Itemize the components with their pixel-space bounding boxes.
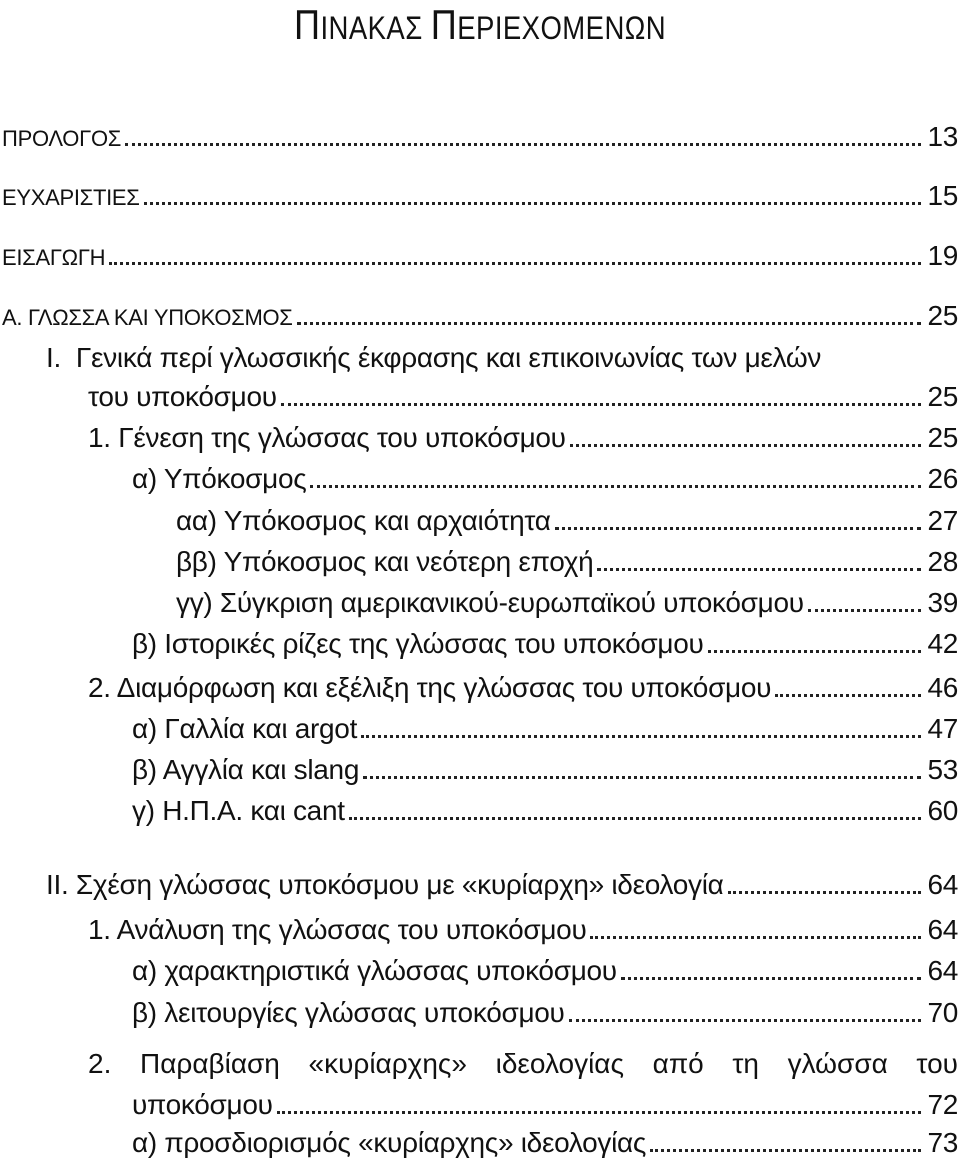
toc-word: Παραβίαση [139, 1048, 280, 1079]
toc-entry[interactable] [2, 178, 958, 214]
toc-entry-label: α) προσδιορισμός «κυρίαρχης» ιδεολογίας [132, 1127, 647, 1158]
toc-entry-page: 39 [927, 587, 958, 618]
toc-entry-page: 25 [927, 422, 958, 453]
toc-entry-label: αα) Υπόκοσμος και αρχαιότητα [176, 505, 551, 536]
toc-entry-page: 64 [927, 914, 958, 945]
dot-leader [570, 444, 922, 447]
toc-entry-page: 46 [927, 672, 958, 703]
toc-entry[interactable] [132, 953, 958, 989]
toc-word: ιδεολογίας [495, 1048, 624, 1079]
dot-leader [621, 977, 922, 980]
toc-entry-page: 60 [927, 795, 958, 826]
toc-entry[interactable] [132, 995, 958, 1031]
toc-word: του [916, 1048, 958, 1079]
toc-entry[interactable] [132, 461, 958, 497]
toc-entry-page: 47 [927, 713, 958, 744]
dot-leader [597, 568, 921, 571]
toc-entry[interactable] [2, 298, 958, 334]
toc-entry-page: 19 [927, 240, 958, 271]
toc-entry-page: 64 [927, 869, 958, 900]
toc-word: τη [732, 1048, 759, 1079]
toc-entry-page: 28 [927, 546, 958, 577]
dot-leader [310, 485, 921, 488]
toc-entry-page: 70 [927, 997, 958, 1028]
toc-entry-page: 26 [927, 463, 958, 494]
toc-entry[interactable] [176, 544, 958, 580]
toc-word: από [652, 1048, 704, 1079]
toc-entry-label: β) Ιστορικές ρίζες της γλώσσας του υποκόσμου [132, 628, 704, 659]
dot-leader [125, 143, 921, 146]
toc-entry-page: 13 [927, 121, 958, 152]
toc-entry-page: 73 [927, 1127, 958, 1158]
dot-leader [555, 527, 922, 530]
toc-entry-label[interactable] [88, 1046, 958, 1082]
toc-entry-label: α) χαρακτηριστικά γλώσσας υποκόσμου [132, 955, 617, 986]
toc-entry-page: 42 [927, 628, 958, 659]
toc-entry-label: γ) Η.Π.Α. και cant [132, 795, 345, 826]
toc-entry-label: 1. Ανάλυση της γλώσσας του υποκόσμου [88, 914, 587, 945]
toc-entry[interactable] [132, 1125, 958, 1161]
toc-entry-label: 2. Διαμόρφωση και εξέλιξη της γλώσσας του υποκόσμου [88, 672, 772, 703]
dot-leader [590, 936, 921, 939]
toc-entry[interactable] [176, 503, 958, 539]
toc-entry[interactable] [176, 585, 958, 621]
toc-entry-page: 25 [927, 300, 958, 331]
toc-entry[interactable] [88, 420, 958, 456]
toc-entry-page: 72 [927, 1089, 958, 1120]
toc-entry[interactable] [132, 752, 958, 788]
toc-entry-label[interactable]: I. Γενικά περί γλωσσικής έκφρασης και επικοινωνίας των μελών [46, 342, 822, 373]
toc-entry-label: β) λειτουργίες γλώσσας υποκόσμου [132, 997, 565, 1028]
dot-leader [144, 202, 922, 205]
toc-entry[interactable] [132, 793, 958, 829]
toc-entry-label: υποκόσμου [132, 1089, 273, 1120]
toc-entry[interactable] [88, 670, 958, 706]
toc-entry-label: ΕΙΣΑΓΩΓΗ [2, 245, 106, 270]
toc-entry-label: α) Υπόκοσμος [132, 463, 307, 494]
toc-entry-label: 1. Γένεση της γλώσσας του υποκόσμου [88, 422, 566, 453]
dot-leader [569, 1019, 922, 1022]
dot-leader [281, 403, 922, 406]
dot-leader [808, 609, 922, 612]
dot-leader [109, 262, 921, 265]
dot-leader [361, 735, 921, 738]
toc-entry-page: 15 [927, 180, 958, 211]
toc-entry[interactable] [46, 867, 958, 903]
toc-word: «κυρίαρχης» [308, 1048, 467, 1079]
dot-leader [728, 891, 922, 894]
toc-entry-label: Α. ΓΛΩΣΣΑ ΚΑΙ ΥΠΟΚΟΣΜΟΣ [2, 305, 293, 330]
toc-entry-label: β) Αγγλία και slang [132, 754, 360, 785]
dot-leader [297, 322, 922, 325]
toc-entry-label: του υποκόσμου [88, 381, 277, 412]
toc-entry-label: ββ) Υπόκοσμος και νεότερη εποχή [176, 546, 594, 577]
toc-entry[interactable] [132, 711, 958, 747]
dot-leader [650, 1149, 921, 1152]
toc-entry-label: II. Σχέση γλώσσας υποκόσμου με «κυρίαρχη» ιδεολογία [46, 869, 724, 900]
dot-leader [349, 817, 922, 820]
toc-word: γλώσσα [787, 1048, 888, 1079]
toc-title: ΠΙΝΑΚΑΣ ΠΕΡΙΕΧΟΜΕΝΩΝ [293, 1, 667, 48]
dot-leader [363, 776, 921, 779]
toc-entry-page: 64 [927, 955, 958, 986]
dot-leader [775, 694, 921, 697]
toc-entry[interactable] [132, 626, 958, 662]
toc-entry-label: ΕΥΧΑΡΙΣΤΙΕΣ [2, 185, 140, 210]
toc-entry-label: ΠΡΟΛΟΓΟΣ [2, 126, 122, 151]
toc-entry-page: 27 [927, 505, 958, 536]
toc-entry[interactable] [88, 912, 958, 948]
toc-entry[interactable] [88, 379, 958, 415]
dot-leader [708, 650, 922, 653]
dot-leader [277, 1111, 922, 1114]
toc-entry-label: γγ) Σύγκριση αμερικανικού-ευρωπαϊκού υποκόσμου [176, 587, 804, 618]
toc-entry-label: α) Γαλλία και argot [132, 713, 358, 744]
toc-word: 2. [88, 1048, 112, 1079]
toc-entry-page: 25 [927, 381, 958, 412]
toc-entry[interactable] [2, 238, 958, 274]
toc-entry-page: 53 [927, 754, 958, 785]
toc-entry[interactable] [132, 1087, 958, 1123]
toc-entry[interactable] [2, 119, 958, 155]
